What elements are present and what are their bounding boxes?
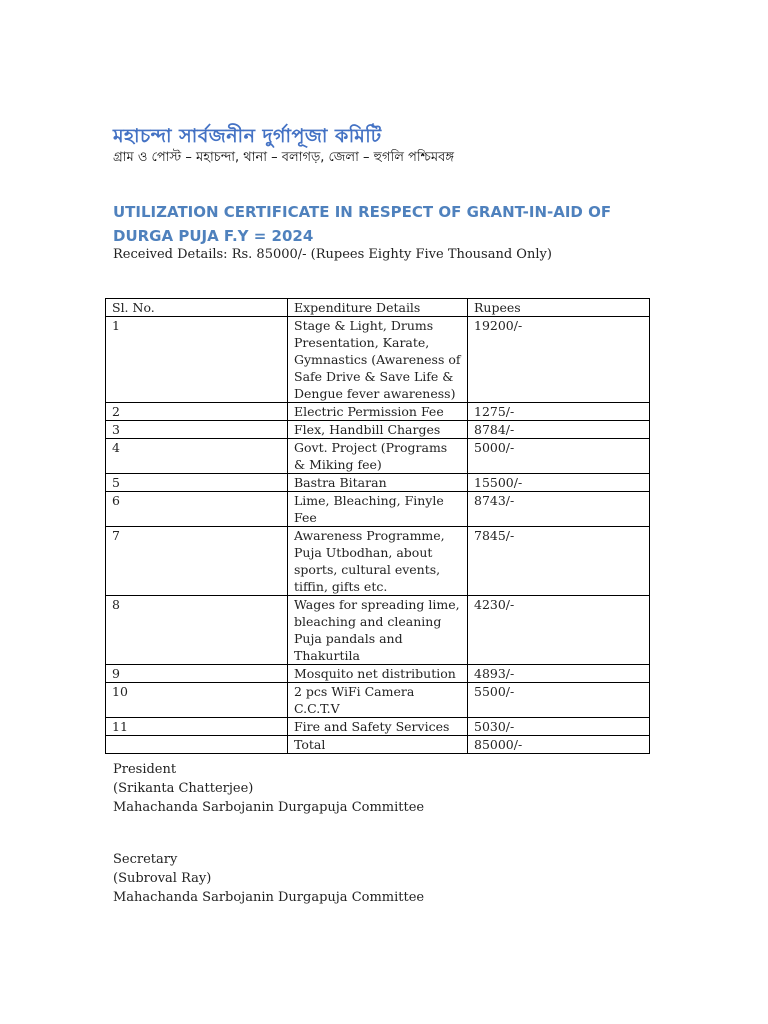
cell-rupees: 5500/- — [468, 683, 650, 718]
cell-rupees: 8784/- — [468, 421, 650, 439]
table-row — [106, 683, 650, 718]
cell-rupees: 7845/- — [468, 527, 650, 596]
organization-address: গ্রাম ও পোস্ট – মহাচন্দা, থানা – বলাগড়, জেলা – হুগলি পশ্চিমবঙ্গ — [113, 150, 454, 165]
cell-details: Mosquito net distribution — [288, 665, 468, 683]
cell-sl: 10 — [106, 683, 288, 718]
table-row — [106, 403, 650, 421]
secretary-signature-block — [113, 850, 424, 907]
cell-details: Fire and Safety Services — [288, 718, 468, 736]
table-row — [106, 527, 650, 596]
cell-sl: 9 — [106, 665, 288, 683]
cell-rupees: 5030/- — [468, 718, 650, 736]
cell-sl: 3 — [106, 421, 288, 439]
table-row — [106, 421, 650, 439]
president-organization: Mahachanda Sarbojanin Durgapuja Committee — [113, 800, 425, 815]
cell-rupees: 1275/- — [468, 403, 650, 421]
table-row — [106, 492, 650, 527]
cell-details: Flex, Handbill Charges — [288, 421, 468, 439]
header-expenditure-details: Expenditure Details — [288, 299, 468, 317]
table-row — [106, 439, 650, 474]
header-rupees: Rupees — [468, 299, 650, 317]
cell-rupees: 4230/- — [468, 596, 650, 665]
cell-details: Govt. Project (Programs & Miking fee) — [288, 439, 468, 474]
president-name: (Srikanta Chatterjee) — [113, 781, 254, 796]
cell-sl: 7 — [106, 527, 288, 596]
table-row — [106, 317, 650, 403]
cell-sl: 11 — [106, 718, 288, 736]
table-row — [106, 665, 650, 683]
table-row — [106, 596, 650, 665]
cell-sl: 2 — [106, 403, 288, 421]
cell-details: Electric Permission Fee — [288, 403, 468, 421]
certificate-title: UTILIZATION CERTIFICATE IN RESPECT OF GRANT-IN-AID OF DURGA PUJA F.Y = 2024 — [113, 203, 612, 245]
table-total-row — [106, 736, 650, 754]
cell-details: Bastra Bitaran — [288, 474, 468, 492]
organization-name: মহাচন্দা সার্বজনীন দুর্গাপূজা কমিটি — [113, 125, 382, 147]
cell-sl: 4 — [106, 439, 288, 474]
cell-details: Stage & Light, Drums Presentation, Karate, Gymnastics (Awareness of Safe Drive & Save Life & Dengue fever awareness) — [288, 317, 468, 403]
cell-sl: 8 — [106, 596, 288, 665]
cell-sl: 1 — [106, 317, 288, 403]
expenditure-table — [105, 298, 650, 754]
cell-details: Awareness Programme, Puja Utbodhan, about sports, cultural events, tiffin, gifts etc. — [288, 527, 468, 596]
cell-details: Lime, Bleaching, Finyle Fee — [288, 492, 468, 527]
secretary-organization: Mahachanda Sarbojanin Durgapuja Committee — [113, 890, 425, 905]
table-row — [106, 718, 650, 736]
cell-details: 2 pcs WiFi Camera C.C.T.V — [288, 683, 468, 718]
cell-rupees: 15500/- — [468, 474, 650, 492]
president-signature-block — [113, 760, 424, 817]
table-row — [106, 474, 650, 492]
president-role: President — [113, 762, 177, 777]
table-header-row — [106, 299, 650, 317]
cell-rupees: 19200/- — [468, 317, 650, 403]
cell-details: Wages for spreading lime, bleaching and cleaning Puja pandals and Thakurtila — [288, 596, 468, 665]
cell-sl — [106, 736, 288, 754]
secretary-role: Secretary — [113, 852, 178, 867]
cell-rupees: 4893/- — [468, 665, 650, 683]
header-sl-no: Sl. No. — [106, 299, 288, 317]
cell-sl: 6 — [106, 492, 288, 527]
total-amount: 85000/- — [468, 736, 650, 754]
received-details: Received Details: Rs. 85000/- (Rupees Eighty Five Thousand Only) — [113, 247, 552, 262]
secretary-name: (Subroval Ray) — [113, 871, 212, 886]
total-label: Total — [288, 736, 468, 754]
cell-rupees: 5000/- — [468, 439, 650, 474]
cell-sl: 5 — [106, 474, 288, 492]
cell-rupees: 8743/- — [468, 492, 650, 527]
